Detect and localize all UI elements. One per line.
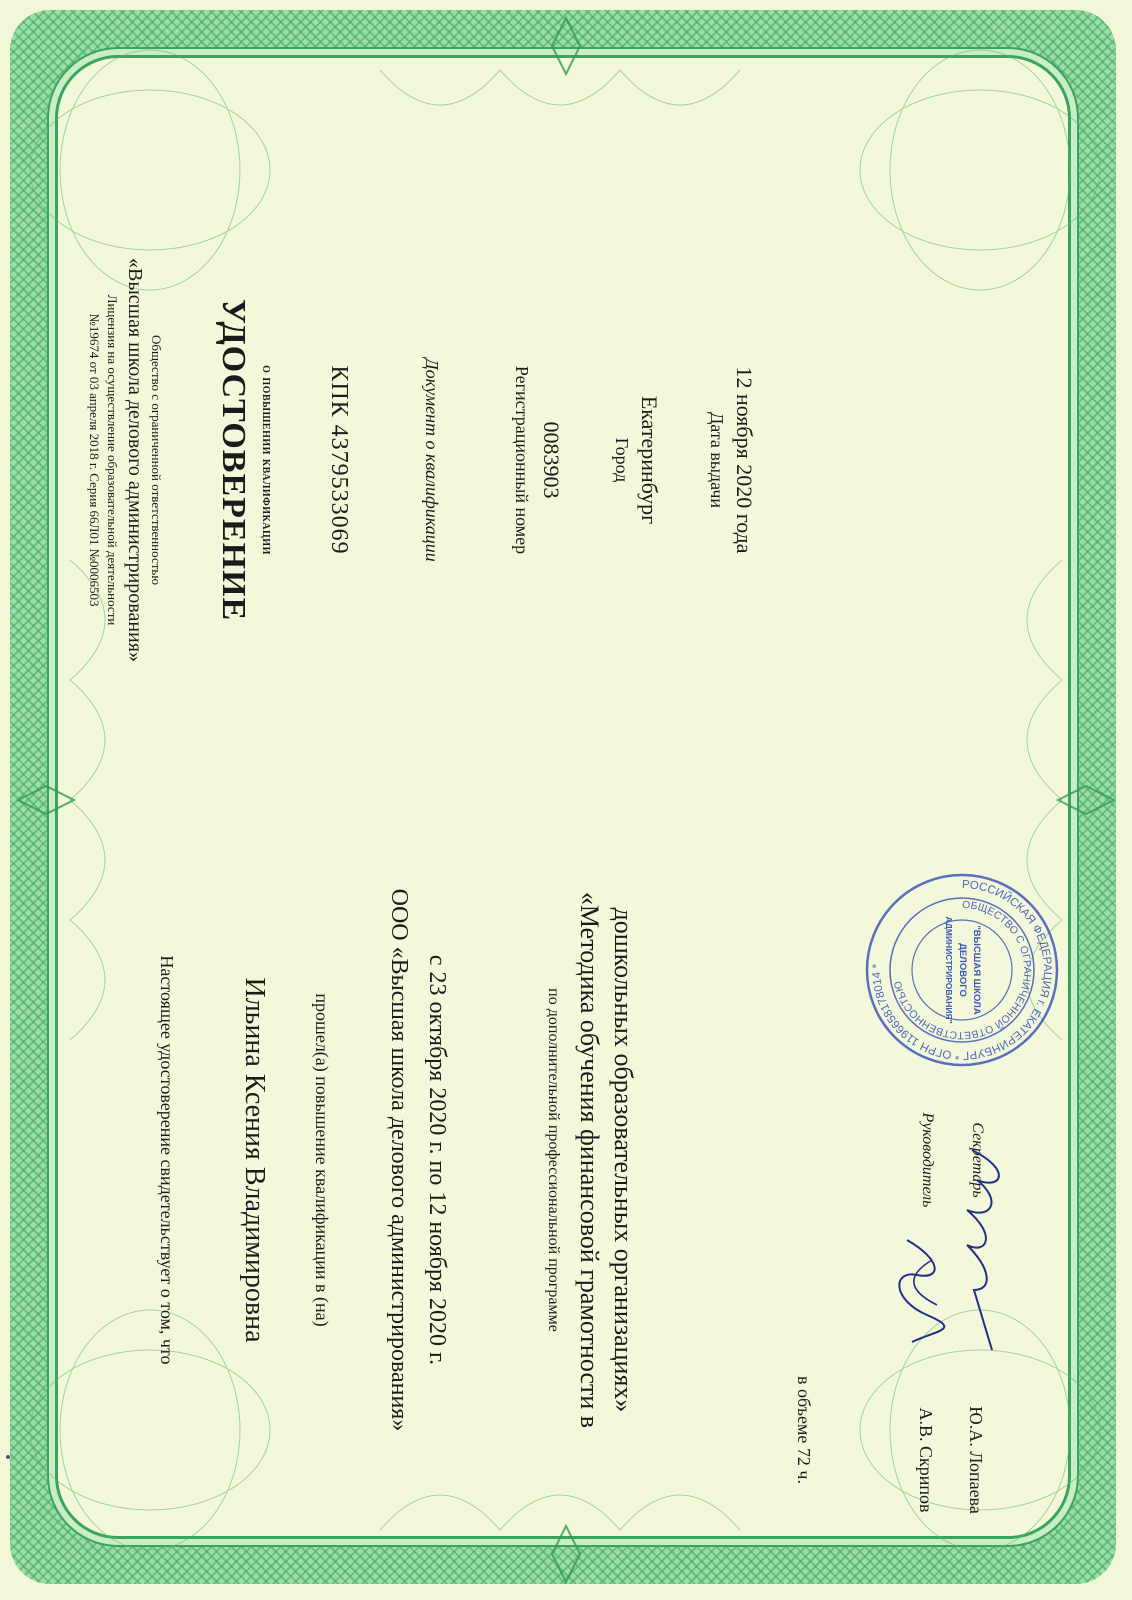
head-signature — [887, 1230, 947, 1350]
program-volume: в объеме 72 ч. — [794, 1376, 814, 1484]
stamp-center-line-3: АДМИНИСТРИРОВАНИЯ" — [944, 916, 954, 1024]
head-role: Руководитель — [919, 1112, 936, 1208]
city-value: Екатеринбург — [637, 395, 662, 525]
intro-text: Настоящее удостоверение свидетельствует о том, что — [157, 955, 177, 1365]
stamp-middle-text: ОБЩЕСТВО С ОГРАНИЧЕННОЙ ОТВЕТСТВЕННОСТЬЮ — [891, 898, 1034, 1042]
issuer-org-type: Общество с ограниченной ответственностью — [149, 334, 164, 586]
reg-number-label: Регистрационный номер — [512, 365, 532, 555]
training-period: с 23 октября 2020 г. по 12 ноября 2020 г. — [424, 954, 450, 1366]
certificate-number: КПК 4379533069 — [326, 365, 352, 555]
issue-date-label: Дата выдачи — [707, 411, 727, 509]
secretary-role: Секретарь — [969, 1122, 986, 1198]
training-org: ООО «Высшая школа делового администрирования» — [386, 888, 412, 1432]
program-title-line-2: дошкольных образовательных организациях» — [609, 907, 638, 1413]
passed-text: прошел(а) повышение квалификации в (на) — [312, 993, 332, 1327]
reg-number: 0083903 — [539, 421, 564, 499]
official-stamp — [862, 870, 1062, 1070]
license-line-1: Лицензия на осуществление образовательной деятельности — [105, 294, 120, 626]
document-kind: Документ о квалификации — [422, 358, 442, 562]
issuer-org-name: «Высшая школа делового администрирования» — [124, 258, 146, 662]
program-label: по дополнительной профессиональной программе — [545, 988, 562, 1332]
issue-date: 12 ноября 2020 года — [732, 366, 757, 554]
city-label: Город — [612, 437, 632, 483]
document-title: УДОСТОВЕРЕНИЕ — [215, 298, 252, 622]
license-line-2: №19674 от 03 апреля 2018 г. Серия 66Л01 №0006503 — [87, 313, 102, 607]
person-name: Ильина Ксения Владимировна — [239, 977, 270, 1343]
document-subtitle: о повышении квалификации — [259, 365, 274, 555]
stamp-outer-text: РОССИЙСКАЯ ФЕДЕРАЦИЯ г. ЕКАТЕРИНБУРГ * ОГРН 1196658178014 * — [870, 878, 1054, 1062]
stamp-center-line-2: ДЕЛОВОГО — [957, 943, 968, 997]
secretary-signature — [952, 1140, 1022, 1360]
head-name: А.В. Скрипов — [916, 1407, 936, 1513]
secretary-name: Ю.А. Лопаева — [966, 1406, 986, 1514]
stamp-center-line-1: "ВЫСШАЯ ШКОЛА — [971, 925, 982, 1015]
program-title-line-1: «Методика обучения финансовой грамотности в — [575, 891, 604, 1429]
